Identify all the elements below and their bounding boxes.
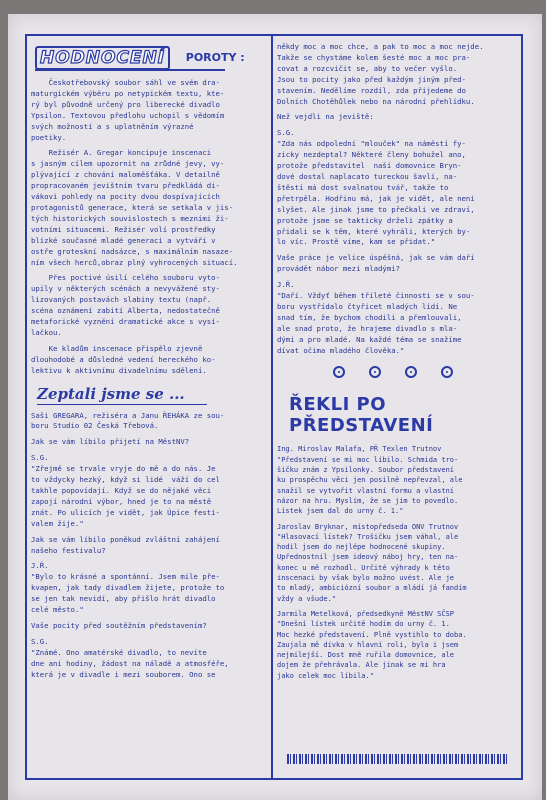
jury-paragraph-1: Českotřebovský soubor sáhl ve svém dra- maturgickém výběru po netypickém textu, kte- rý byl původně určený pro liberecké divadlo Ypsilon. Textovou předlohu uchopil s vědomím svých možností a s uplatněním výrazné poetiky. xyxy=(31,78,225,142)
jury-paragraph-2: Režisér A. Gregar koncipuje inscenaci s jasným cílem upozornit na zrůdné jevy, vy- plývající z chování maloměšťáka. V detailně propracovaném jevištním tvaru předkládá di- vákovi pohledy na pocity dvou dospívajících protagonistů generace, která se setkala v jis- tých historických souvislostech s mezními ži- votními situacemi. Režisér volí prostředky blízké současné mladé generaci a vytváří v ostře groteskní nadsázce, s maximálním nasaze- ním všech herců,obraz plný vyhrocených situací. xyxy=(31,148,238,267)
heading-rekli-po-predstaveni: ŘEKLI PO PŘEDSTAVENÍ xyxy=(289,394,434,437)
answer-5-speaker: J.Ř. xyxy=(277,280,295,290)
answer-1-speaker: S.G. xyxy=(31,453,49,463)
right-column xyxy=(277,36,517,776)
decorative-bar-strip xyxy=(287,754,509,764)
question-3: Vaše pocity před soutěžním představením? xyxy=(31,620,207,630)
paper-sheet xyxy=(8,14,542,800)
ornament-circle-icon xyxy=(333,366,345,378)
ornament-circle-icon xyxy=(369,366,381,378)
question-2: Jak se vám líbilo poněkud zvláštní zahájení našeho festivalu? xyxy=(31,534,220,555)
ornament-row xyxy=(277,366,517,386)
answer-2-speaker: J.Ř. xyxy=(31,561,49,571)
answer-4: "Zda nás odpolední "mlouček" na náměstí fy- zicky nezdeptal? Některé členy bohužel ano, protože představitel naší domovnice Bryn- dové dostal naplacato tureckou šavlí, na- štěstí má dost svalnatou tvář, takže to přetrpěla. Hodřinu má, jak je vidět, ale není slyšet. Ale jinak jsme to přečkali ve zdraví, protože jsme se takticky drželi zpátky a přidali se k těm, které vyhráli, kterých by- lo víc. Prostě víme, kam se přidat." xyxy=(277,139,475,247)
answer-4-speaker: S.G. xyxy=(277,128,295,138)
answer-3-speaker: S.G. xyxy=(31,636,49,646)
jury-paragraph-4: Ke kladům inscenace přispělo zjevně dlouhodobé a důsledné vedení hereckého ko- lektivu k aktivnímu divadelnímu sdělení. xyxy=(31,343,216,375)
column-divider xyxy=(271,36,273,778)
response-2-author: Jaroslav Bryknar, místopředseda ONV Trutnov xyxy=(277,522,459,531)
jury-paragraph-3: Přes poctivé úsilí celého souboru vyto- upily v některých scénách a nevyvážené sty- lizovaných postavách slabiny textu (např. scéna oznámení zabití Alberta, nedostatečně metaforické vyznění dramatické akce s vysí- lačkou. xyxy=(31,273,220,337)
question-5: Vaše práce je velice úspěšná, jak se vám daří provádět nábor mezi mladými? xyxy=(277,253,475,274)
answer-3-continued: někdy moc a moc chce, a pak to moc a moc nejde. Takže se chystáme kolem šesté moc a moc pra- covat a rozcvičit se, aby to večer vyšlo. Jsou to pocity jako před každým jiným před- stavením. Nedělíme rozdíl, zda přijedeme do Dolních Chotěhůlek nebo na národní přehlídku. xyxy=(277,42,484,106)
heading-underline xyxy=(35,69,225,71)
question-1: Jak se vám líbilo přijetí na MěstNV? xyxy=(31,437,190,447)
response-1: "Představení se mi moc líbilo. Schmida tro- šičku znám z Ypsilonky. Soubor představení ku prospěchu věci jen posilně nepřevzal, ale snažil se vytvořit vlastní formu a vlastní názor na hru. Myslím, že se jim to povedlo. Lístek jsem dal do urny č. 1." xyxy=(277,455,463,516)
ornament-circle-icon xyxy=(441,366,453,378)
answer-2: "Bylo to krásné a spontánní. Jsem mile pře- kvapen, jak tady divadlem žijete, protože to se jen tak nevidí, aby přišlo hrát divadlo celé město." xyxy=(31,572,225,615)
left-column xyxy=(31,36,267,776)
heading-zeptali-jsme-se: Zeptali jsme se ... xyxy=(37,385,207,405)
answer-3: "Známé. Ono amatérské divadlo, to nevíte dne ani hodiny, žádost na náladě a atmosféře, která je v divadle i mezi souborem. Ono se xyxy=(31,647,229,679)
heading-poroty: POROTY : xyxy=(185,51,245,64)
answer-1: "Zřejmě se trvale vryje do mě a do nás. Je to vždycky hezký, když si lidé váží do cel takhle popovídají. Když se do nějaké věci zapojí národní výbor, hned je to na městě znát. Po ulicích je vidět, jak Úpice festi- valem žije." xyxy=(31,464,220,528)
response-3: "Dnešní lístek určitě hodím do urny č. 1. Moc hezké představení. Plně vystihlo to doba. Zaujala mě dívka v hlavní roli, byla i jsem nejmilejší. Dost mně ruřila domovnice, ale dojem že přehrávala. Ale jinak se mi hra jako celek moc líbila." xyxy=(277,620,467,680)
ornament-circle-icon xyxy=(405,366,417,378)
response-3-author: Jarmila Metelková, předsedkyně MěstNV SČSP xyxy=(277,609,455,618)
response-1-author: Ing. Miroslav Malafa, PŘ Texlen Trutnov xyxy=(277,445,442,454)
answer-5: "Daří. Vždyť během tříleté činnosti se v sou- boru vystřídalo čtyřicet mladých lidí. Ne snad tím, že bychom chodili a přemlouvali, ale snad proto, že hrajeme divadlo s mla- dými a pro mladé. Na každé téma se snažíme dívat očima mladého člověka." xyxy=(277,291,475,355)
heading-hodnoceni-poroty xyxy=(35,46,267,70)
newsletter-frame xyxy=(25,34,523,780)
question-4: Než vejdli na jeviště: xyxy=(277,112,374,122)
response-2: "Hlasovací lístek? Trošičku jsem váhal, ale hodil jsem do nejlépe hodnocené skupiny. Upřednostnil jsem ideový náboj hry, ten na- konec u mě rozhodl. Určité výhrady k této inscenaci by však bylo možno uvést. Ale je to mladý, ambiciózní soubor a mládí já fandím vždy a všude." xyxy=(277,532,467,603)
interview-intro: Saši GREGARA, režisérа a Janu ŘEHÁKA ze sou- boru Studio 02 Česká Třebová. xyxy=(31,410,225,431)
heading-hodnoceni: HODNOCENÍ xyxy=(35,46,170,70)
